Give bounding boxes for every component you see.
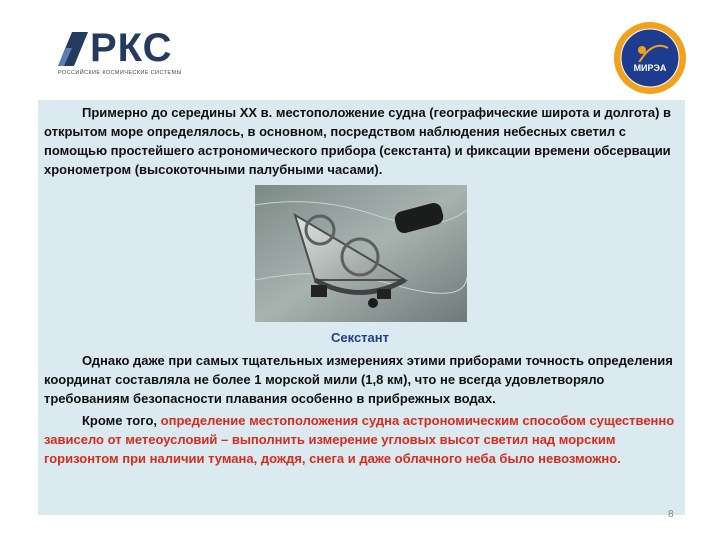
mirea-emblem-text: МИРЭА bbox=[633, 63, 667, 73]
paragraph-2 bbox=[44, 351, 684, 408]
sextant-photo bbox=[255, 185, 467, 322]
paragraph-1-text: Примерно до середины XX в. местоположение судна (географические широта и долгота) в открытом море определялось, в основном, посредством наблюдения небесных светил с помощью простейшего астрономического прибора (секстанта) и фиксации времени обсервации хронометром (высокоточными палубными часами). bbox=[44, 105, 672, 177]
rks-logo-text: РКС bbox=[90, 26, 173, 70]
rks-logo bbox=[58, 26, 188, 80]
mirea-emblem bbox=[612, 20, 688, 96]
paragraph-2-text: Однако даже при самых тщательных измерениях этими приборами точность определения координат составляла не более 1 морской мили (1,8 км), что не всегда удовлетворяло требованиям безопасности плавания особенно в прибрежных водах. bbox=[44, 353, 673, 406]
paragraph-1 bbox=[44, 103, 684, 179]
page-number: 8 bbox=[668, 509, 674, 520]
paragraph-3-lead: Кроме того, bbox=[82, 413, 161, 428]
paragraph-3-highlight: определение местоположения судна астрономическим способом существенно зависело от метеоусловий – выполнить измерение угловых высот светил над морским горизонтом при наличии тумана, дождя, снега и даже облачного неба было невозможно. bbox=[44, 413, 675, 466]
rks-logo-subtitle: РОССИЙСКИЕ КОСМИЧЕСКИЕ СИСТЕМЫ bbox=[58, 70, 182, 76]
rks-logo-icon bbox=[58, 32, 88, 66]
paragraph-3 bbox=[44, 411, 684, 468]
image-caption: Секстант bbox=[331, 330, 389, 345]
